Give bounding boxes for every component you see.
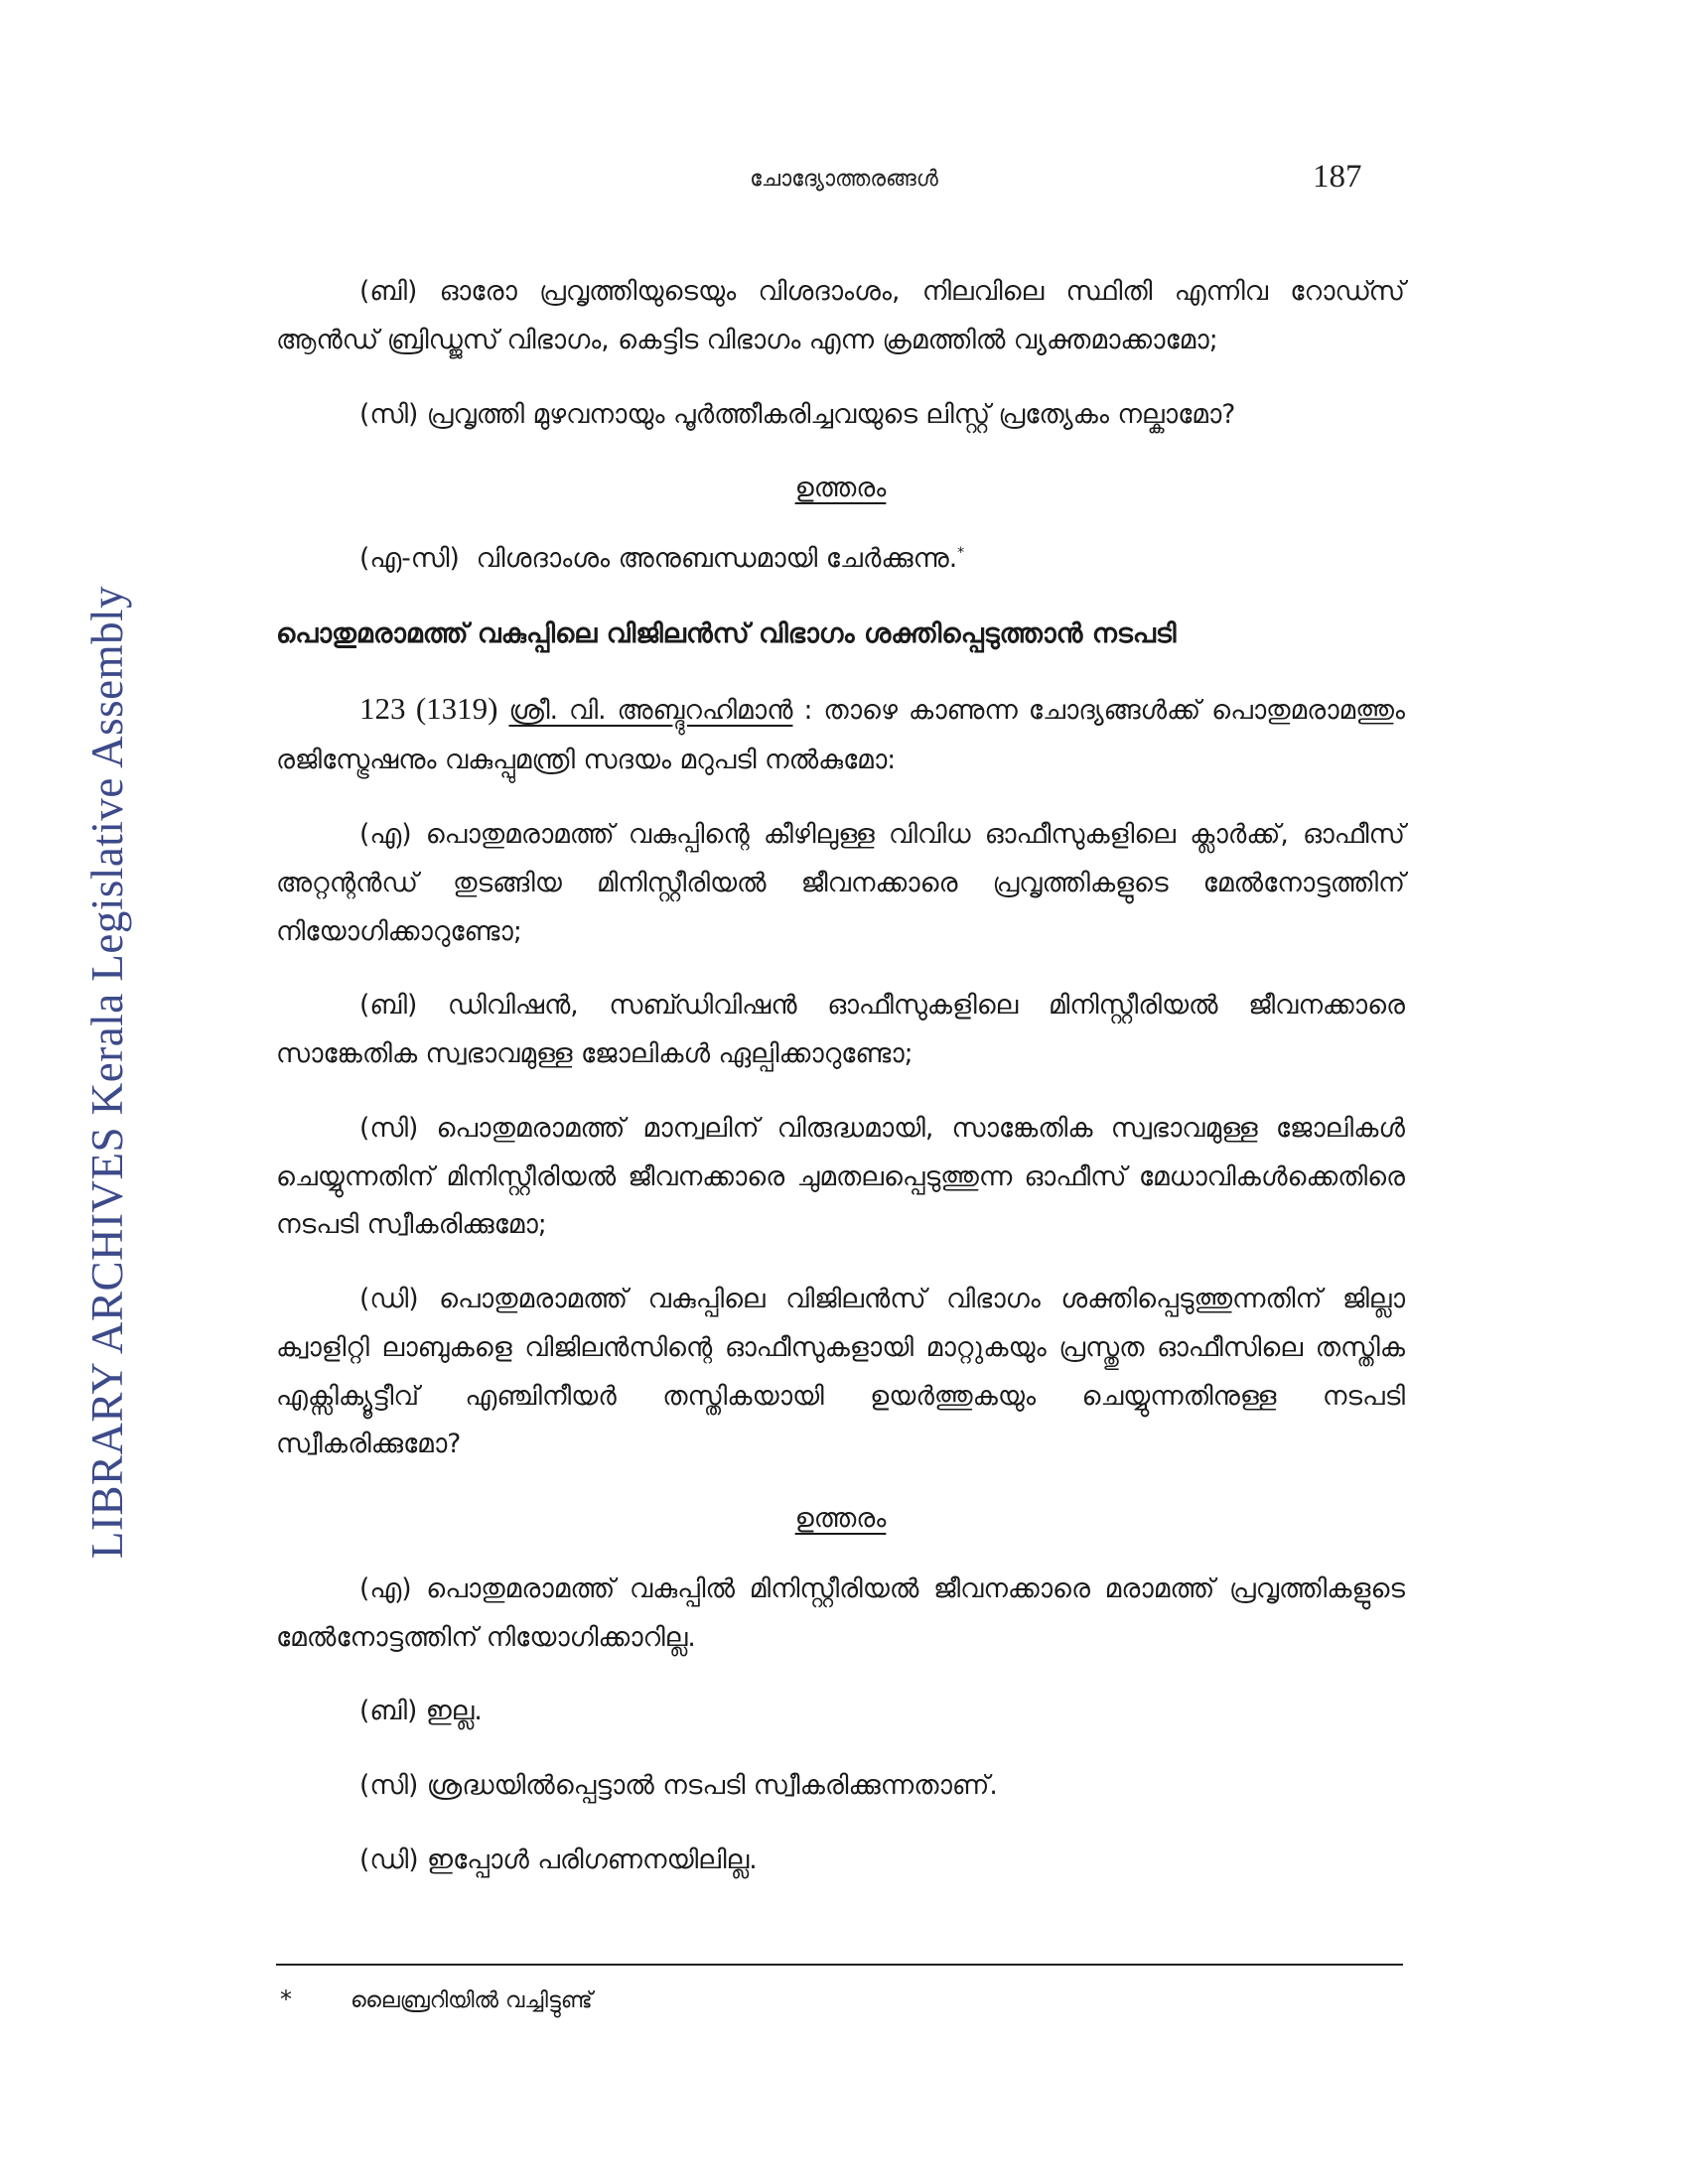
footnote [280, 1985, 593, 2013]
answer-item-c: (സി) ശ്രദ്ധയിൽപ്പെട്ടാൽ നടപടി സ്വീകരിക്കുന്നതാണ്. [359, 1770, 998, 1802]
page-number: 187 [1313, 159, 1362, 195]
question-number: 123 (1319) [359, 691, 498, 727]
footnote-divider [276, 1964, 1403, 1966]
question-item-c: (സി) പൊതുമരാമത്ത് മാന്വലിന് വിരുദ്ധമായി, സാങ്കേതിക സ്വഭാവമുള്ള ജോലികൾ ചെയ്യുന്നതിന് മിനിസ്റ്റീരിയൽ ജീവനക്കാരെ ചുമതലപ്പെടുത്തുന്ന ഓഫീസ് മേധാവികൾക്കെതിരെ നടപടി സ്വീകരിക്കുമോ; [276, 1112, 1405, 1241]
answer-label: (എ-സി) [359, 543, 460, 574]
question-item-a: (എ) പൊതുമരാമത്ത് വകുപ്പിന്റെ കീഴിലുള്ള വിവിധ ഓഫീസുകളിലെ ക്ലാർക്ക്, ഓഫീസ് അറ്റന്റൻഡ് തുടങ്ങിയ മിനിസ്റ്റീരിയൽ ജീവനക്കാരെ പ്രവൃത്തികളുടെ മേൽനോട്ടത്തിന് നിയോഗിക്കാറുണ്ടോ; [276, 819, 1405, 947]
answer-item-a: (എ) പൊതുമരാമത്ത് വകുപ്പിൽ മിനിസ്റ്റീരിയൽ ജീവനക്കാരെ മരാമത്ത് പ്രവൃത്തികളുടെ മേൽനോട്ടത്തിന് നിയോഗിക്കാറില്ല. [276, 1572, 1405, 1653]
answer-a-c [276, 535, 1405, 584]
prev-question-c: (സി) പ്രവൃത്തി മുഴവനായും പൂർത്തീകരിച്ചവയുടെ ലിസ്റ്റ് പ്രത്യേകം നല്കാമോ? [359, 398, 1236, 430]
member-name: ശ്രീ. വി. അബ്ദുറഹിമാൻ [508, 695, 793, 727]
question-item-d: (ഡി) പൊതുമരാമത്ത് വകുപ്പിലെ വിജിലൻസ് വിഭാഗം ശക്തിപ്പെടുത്തുന്നതിന് ജില്ലാ ക്വാളിറ്റി ലാബുകളെ വിജിലൻസിന്റെ ഓഫീസുകളായി മാറ്റുകയും പ്രസ്തുത ഓഫീസിലെ തസ്തിക എക്സിക്യൂട്ടീവ് എഞ്ചിനീയർ തസ്തികയായി ഉയർത്തുകയും ചെയ്യുന്നതിനുള്ള നടപടി സ്വീകരിക്കുമോ? [276, 1284, 1405, 1460]
page-body [276, 268, 1405, 1911]
footnote-text: ലൈബ്രറിയിൽ വച്ചിട്ടുണ്ട് [351, 1988, 593, 2013]
question-intro [276, 680, 1405, 785]
footnote-mark: * [280, 1985, 292, 2013]
answer-text: വിശദാംശം അനുബന്ധമായി ചേർക്കുന്നു. [476, 543, 958, 574]
question-title: പൊതുമരാമത്ത് വകുപ്പിലെ വിജിലൻസ് വിഭാഗം ശക്തിപ്പെടുത്താൻ നടപടി [276, 617, 1177, 649]
question-item-b: (ബി) ഡിവിഷൻ, സബ്ഡിവിഷൻ ഓഫീസുകളിലെ മിനിസ്റ്റീരിയൽ ജീവനക്കാരെ സാങ്കേതിക സ്വഭാവമുള്ള ജോലികൾ ഏല്പിക്കാറുണ്ടോ; [276, 990, 1405, 1070]
question-intro-text: : താഴെ കാണുന്ന ചോദ്യങ്ങൾക്ക് പൊതുമരാമത്തും രജിസ്ട്രേഷനും വകുപ്പുമന്ത്രി സദയം മറുപടി നൽകുമോ: [276, 695, 1405, 776]
answer-heading: ഉത്തരം [794, 1503, 887, 1535]
footnote-ref: * [957, 545, 965, 562]
answer-item-b: (ബി) ഇല്ല. [359, 1696, 483, 1727]
archive-watermark: LIBRARY ARCHIVES Kerala Legislative Assembly [82, 585, 132, 1560]
running-head: ചോദ്യോത്തരങ്ങൾ [750, 167, 938, 192]
prev-question-b: (ബി) ഓരോ പ്രവൃത്തിയുടെയും വിശദാംശം, നിലവിലെ സ്ഥിതി എന്നിവ റോഡ്സ് ആൻഡ് ബ്രിഡ്ജസ് വിഭാഗം, കെട്ടിട വിഭാഗം എന്ന ക്രമത്തിൽ വ്യക്തമാക്കാമോ; [276, 276, 1405, 355]
answer-item-d: (ഡി) ഇപ്പോൾ പരിഗണനയിലില്ല. [359, 1843, 758, 1875]
answer-heading: ഉത്തരം [794, 473, 887, 504]
